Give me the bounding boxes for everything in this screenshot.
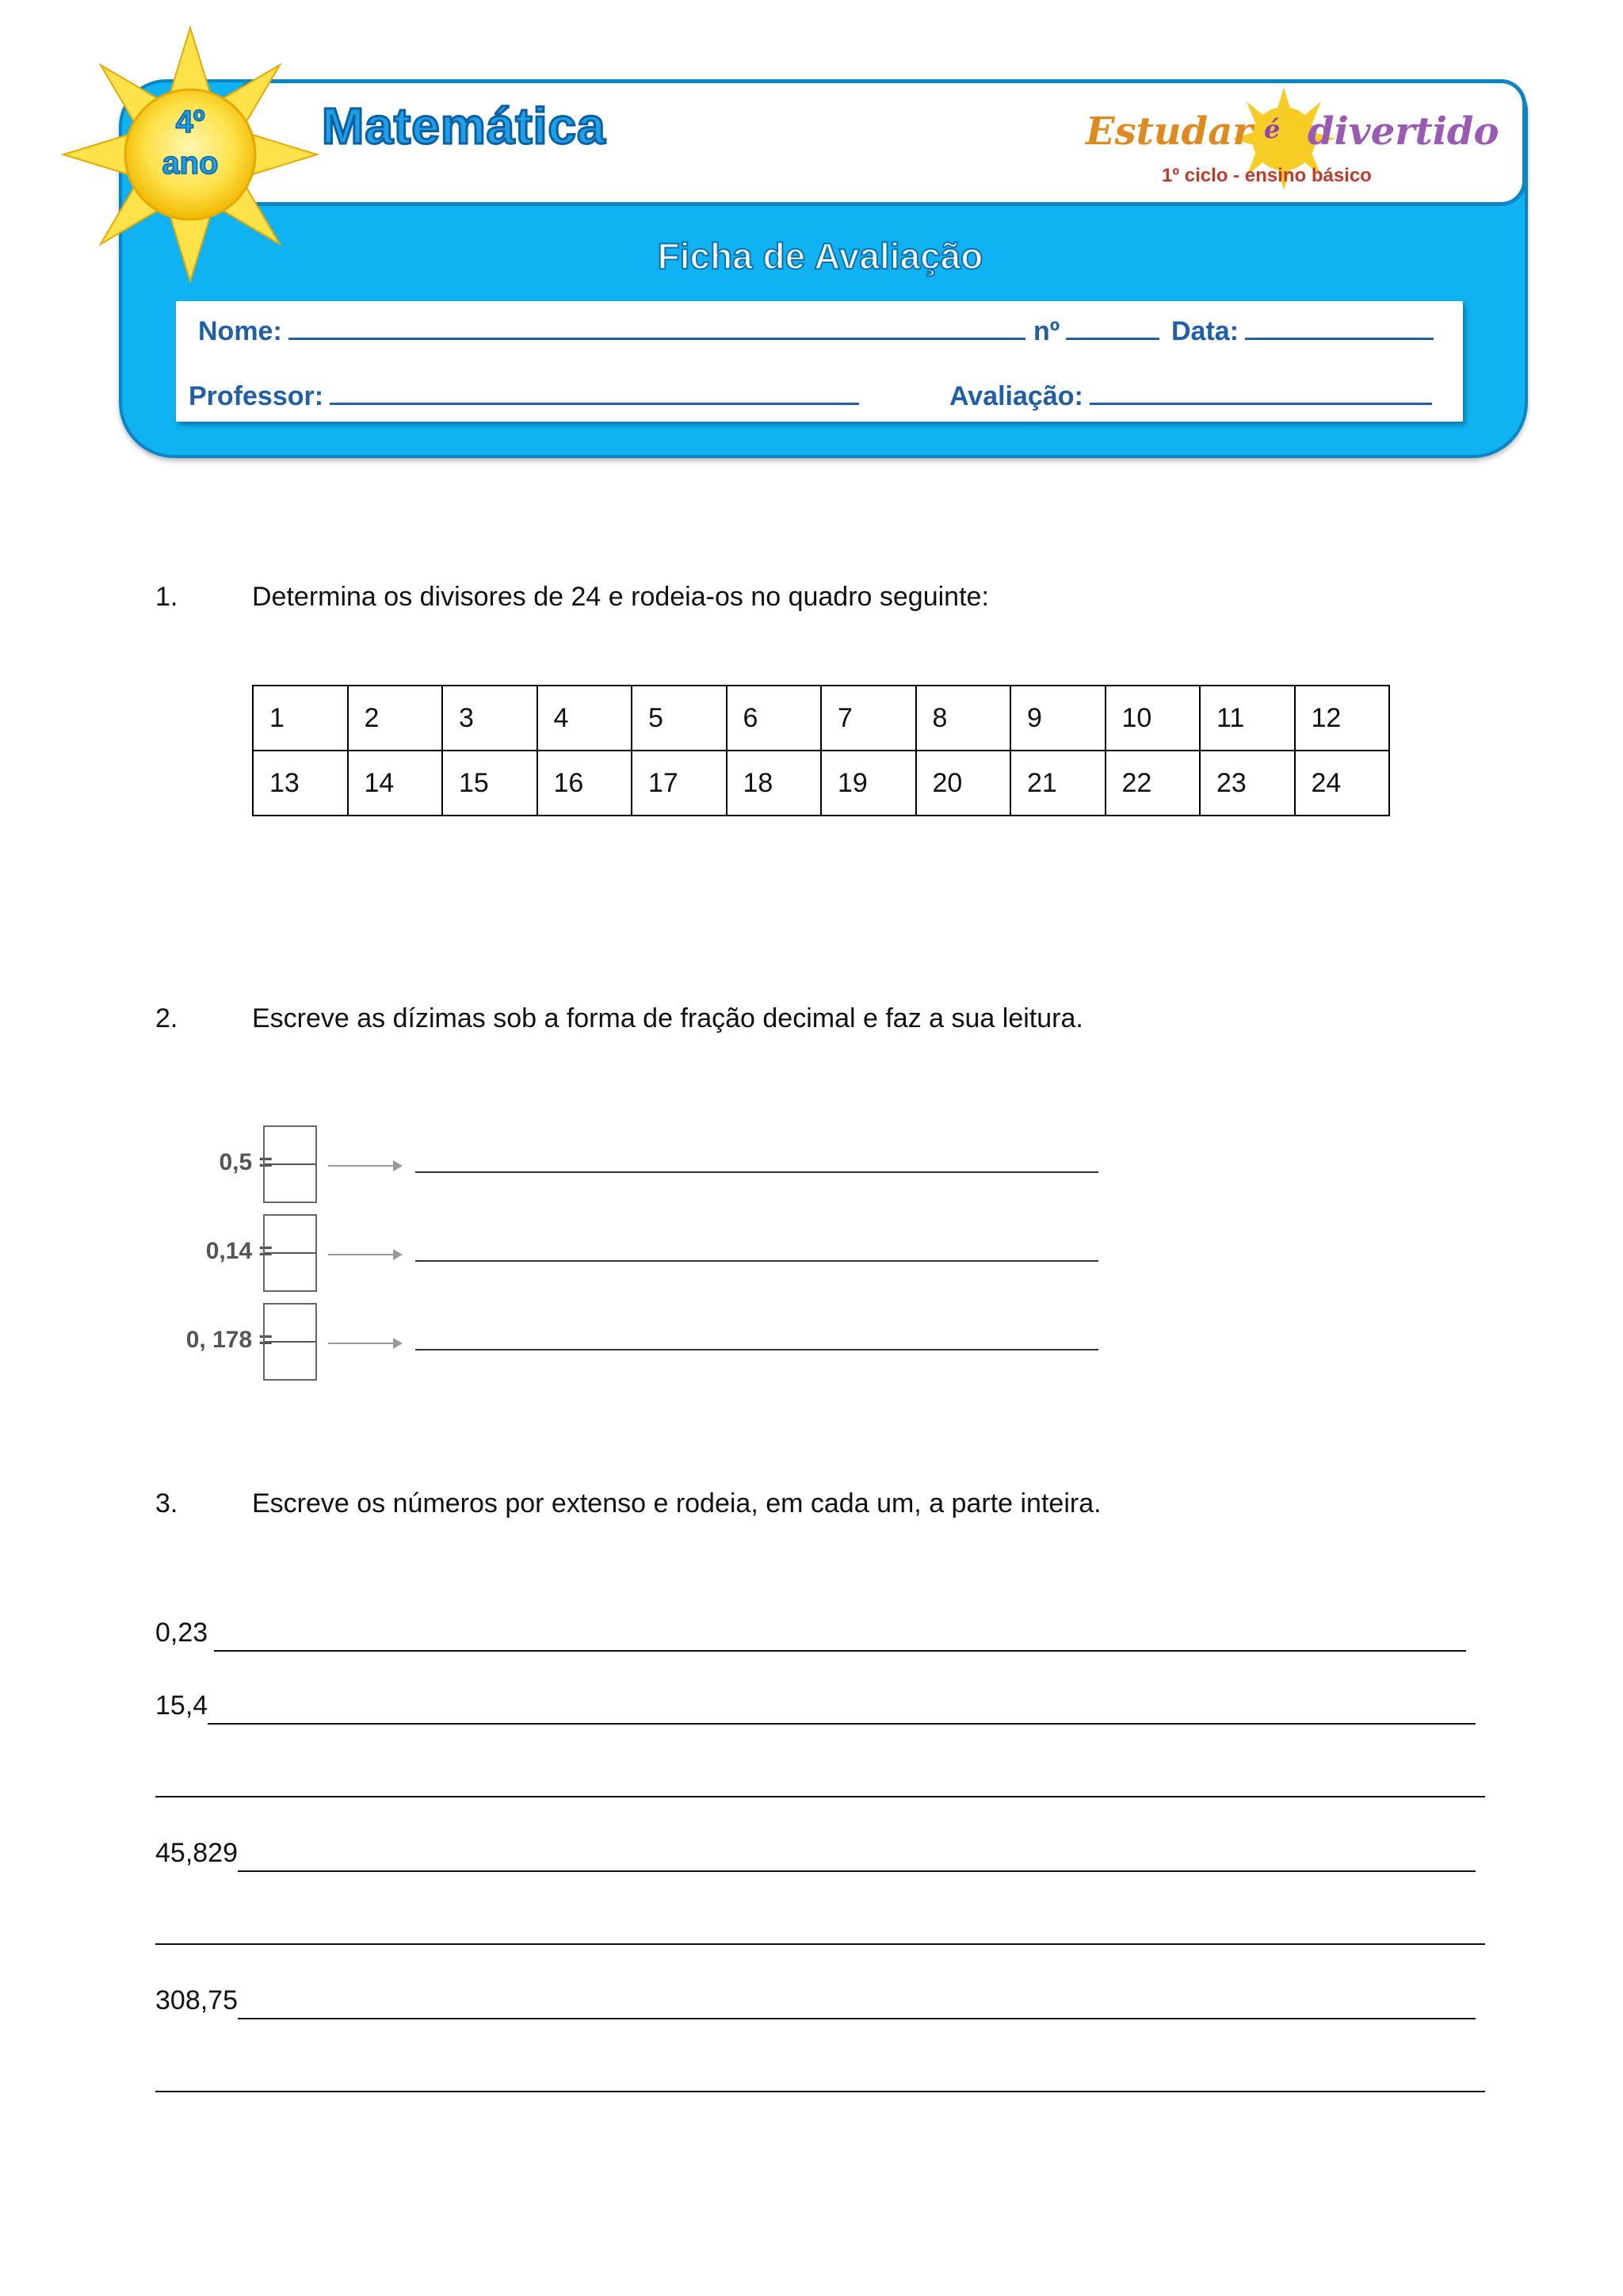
table-cell[interactable]: 22 [1106, 751, 1201, 816]
answer-line[interactable] [208, 1723, 1476, 1725]
number-label: 15,4 [155, 1690, 208, 1721]
answer-line[interactable] [415, 1349, 1098, 1350]
date-label: Data: [1171, 316, 1239, 346]
arrow-icon [328, 1254, 395, 1255]
fraction-box[interactable] [263, 1214, 317, 1292]
answer-line[interactable] [214, 1650, 1466, 1652]
table-cell[interactable]: 2 [348, 686, 443, 751]
answer-row [155, 1758, 1485, 1797]
question-number: 1. [155, 582, 178, 612]
question-text: Escreve as dízimas sob a forma de fração decimal e faz a sua leitura. [252, 1003, 1083, 1033]
table-cell[interactable]: 7 [821, 686, 916, 751]
number-label: 0,23 [155, 1618, 208, 1648]
table-cell[interactable]: 24 [1295, 751, 1390, 816]
decimal-row [135, 1303, 1117, 1382]
table-cell[interactable]: 12 [1295, 686, 1390, 751]
question-number: 3. [155, 1488, 178, 1519]
table-cell[interactable]: 16 [537, 751, 632, 816]
answer-row [155, 2053, 1485, 2092]
divisors-table [252, 685, 1390, 816]
table-cell[interactable]: 10 [1106, 686, 1201, 751]
number-blank[interactable] [1066, 314, 1159, 340]
question-number: 2. [155, 1003, 178, 1033]
number-label: 308,75 [155, 1985, 238, 2015]
name-blank[interactable] [288, 314, 1025, 340]
logo [1086, 87, 1498, 198]
teacher-blank[interactable] [330, 379, 859, 405]
table-cell[interactable]: 9 [1010, 686, 1106, 751]
grade-field[interactable] [949, 379, 1432, 412]
table-cell[interactable]: 15 [442, 751, 537, 816]
date-blank[interactable] [1245, 314, 1434, 340]
student-info-form [176, 301, 1463, 422]
table-cell[interactable]: 13 [253, 751, 348, 816]
arrow-head-icon [393, 1160, 403, 1171]
number-label: nº [1033, 316, 1060, 346]
answer-row [155, 1685, 1479, 1725]
table-cell[interactable]: 4 [537, 686, 632, 751]
name-field[interactable] [198, 314, 1025, 347]
answer-row [155, 1905, 1485, 1945]
teacher-field[interactable] [189, 379, 859, 412]
table-cell[interactable]: 6 [727, 686, 822, 751]
logo-word-3: divertido [1308, 109, 1499, 154]
table-cell[interactable]: 18 [727, 751, 822, 816]
answer-line[interactable] [238, 1870, 1476, 1872]
fraction-box[interactable] [263, 1303, 317, 1381]
table-cell[interactable]: 20 [916, 751, 1011, 816]
logo-word-2: é [1264, 114, 1281, 144]
name-label: Nome: [198, 316, 282, 346]
table-cell[interactable]: 1 [253, 686, 348, 751]
grade-badge [127, 101, 254, 184]
number-label: 45,829 [155, 1838, 238, 1868]
grade-line-2: ano [162, 146, 219, 181]
subject-title: Matemática [322, 97, 606, 155]
teacher-label: Professor: [189, 381, 324, 411]
table-cell[interactable]: 5 [632, 686, 727, 751]
grade-label: Avaliação: [949, 381, 1083, 411]
answer-row [155, 1832, 1479, 1872]
table-cell[interactable]: 21 [1010, 751, 1106, 816]
arrow-icon [328, 1343, 395, 1344]
grade-line-1: 4º [175, 105, 205, 139]
arrow-head-icon [393, 1249, 403, 1260]
table-row [253, 751, 1389, 816]
decimal-label: 0,5 = [219, 1149, 273, 1175]
decimal-label: 0,14 = [205, 1238, 273, 1264]
fraction-box[interactable] [263, 1125, 317, 1203]
table-cell[interactable]: 8 [916, 686, 1011, 751]
table-cell[interactable]: 19 [821, 751, 916, 816]
logo-subtitle: 1º ciclo - ensino básico [1162, 165, 1372, 186]
table-cell[interactable]: 23 [1200, 751, 1295, 816]
grade-blank[interactable] [1090, 379, 1432, 405]
date-field[interactable] [1171, 314, 1434, 347]
answer-line[interactable] [155, 1796, 1485, 1797]
sheet-title: Ficha de Avaliação [657, 235, 983, 277]
logo-word-1: Estudar [1086, 109, 1253, 154]
arrow-head-icon [393, 1338, 403, 1349]
answer-row [155, 1980, 1479, 2019]
decimal-label: 0, 178 = [185, 1327, 273, 1353]
answer-line[interactable] [238, 2018, 1476, 2019]
arrow-icon [328, 1165, 395, 1167]
table-cell[interactable]: 14 [348, 751, 443, 816]
number-field[interactable] [1033, 314, 1159, 347]
table-cell[interactable]: 17 [632, 751, 727, 816]
table-cell[interactable]: 11 [1200, 686, 1295, 751]
decimal-row [135, 1125, 1117, 1205]
answer-line[interactable] [415, 1171, 1098, 1173]
question-text: Determina os divisores de 24 e rodeia-os no quadro seguinte: [252, 582, 989, 612]
answer-line[interactable] [155, 2091, 1485, 2092]
table-cell[interactable]: 3 [442, 686, 537, 751]
answer-row [155, 1612, 1471, 1652]
question-text: Escreve os números por extenso e rodeia, em cada um, a parte inteira. [252, 1488, 1102, 1519]
answer-line[interactable] [155, 1943, 1485, 1945]
table-row [253, 686, 1389, 751]
decimal-row [135, 1214, 1117, 1293]
answer-line[interactable] [415, 1260, 1098, 1262]
